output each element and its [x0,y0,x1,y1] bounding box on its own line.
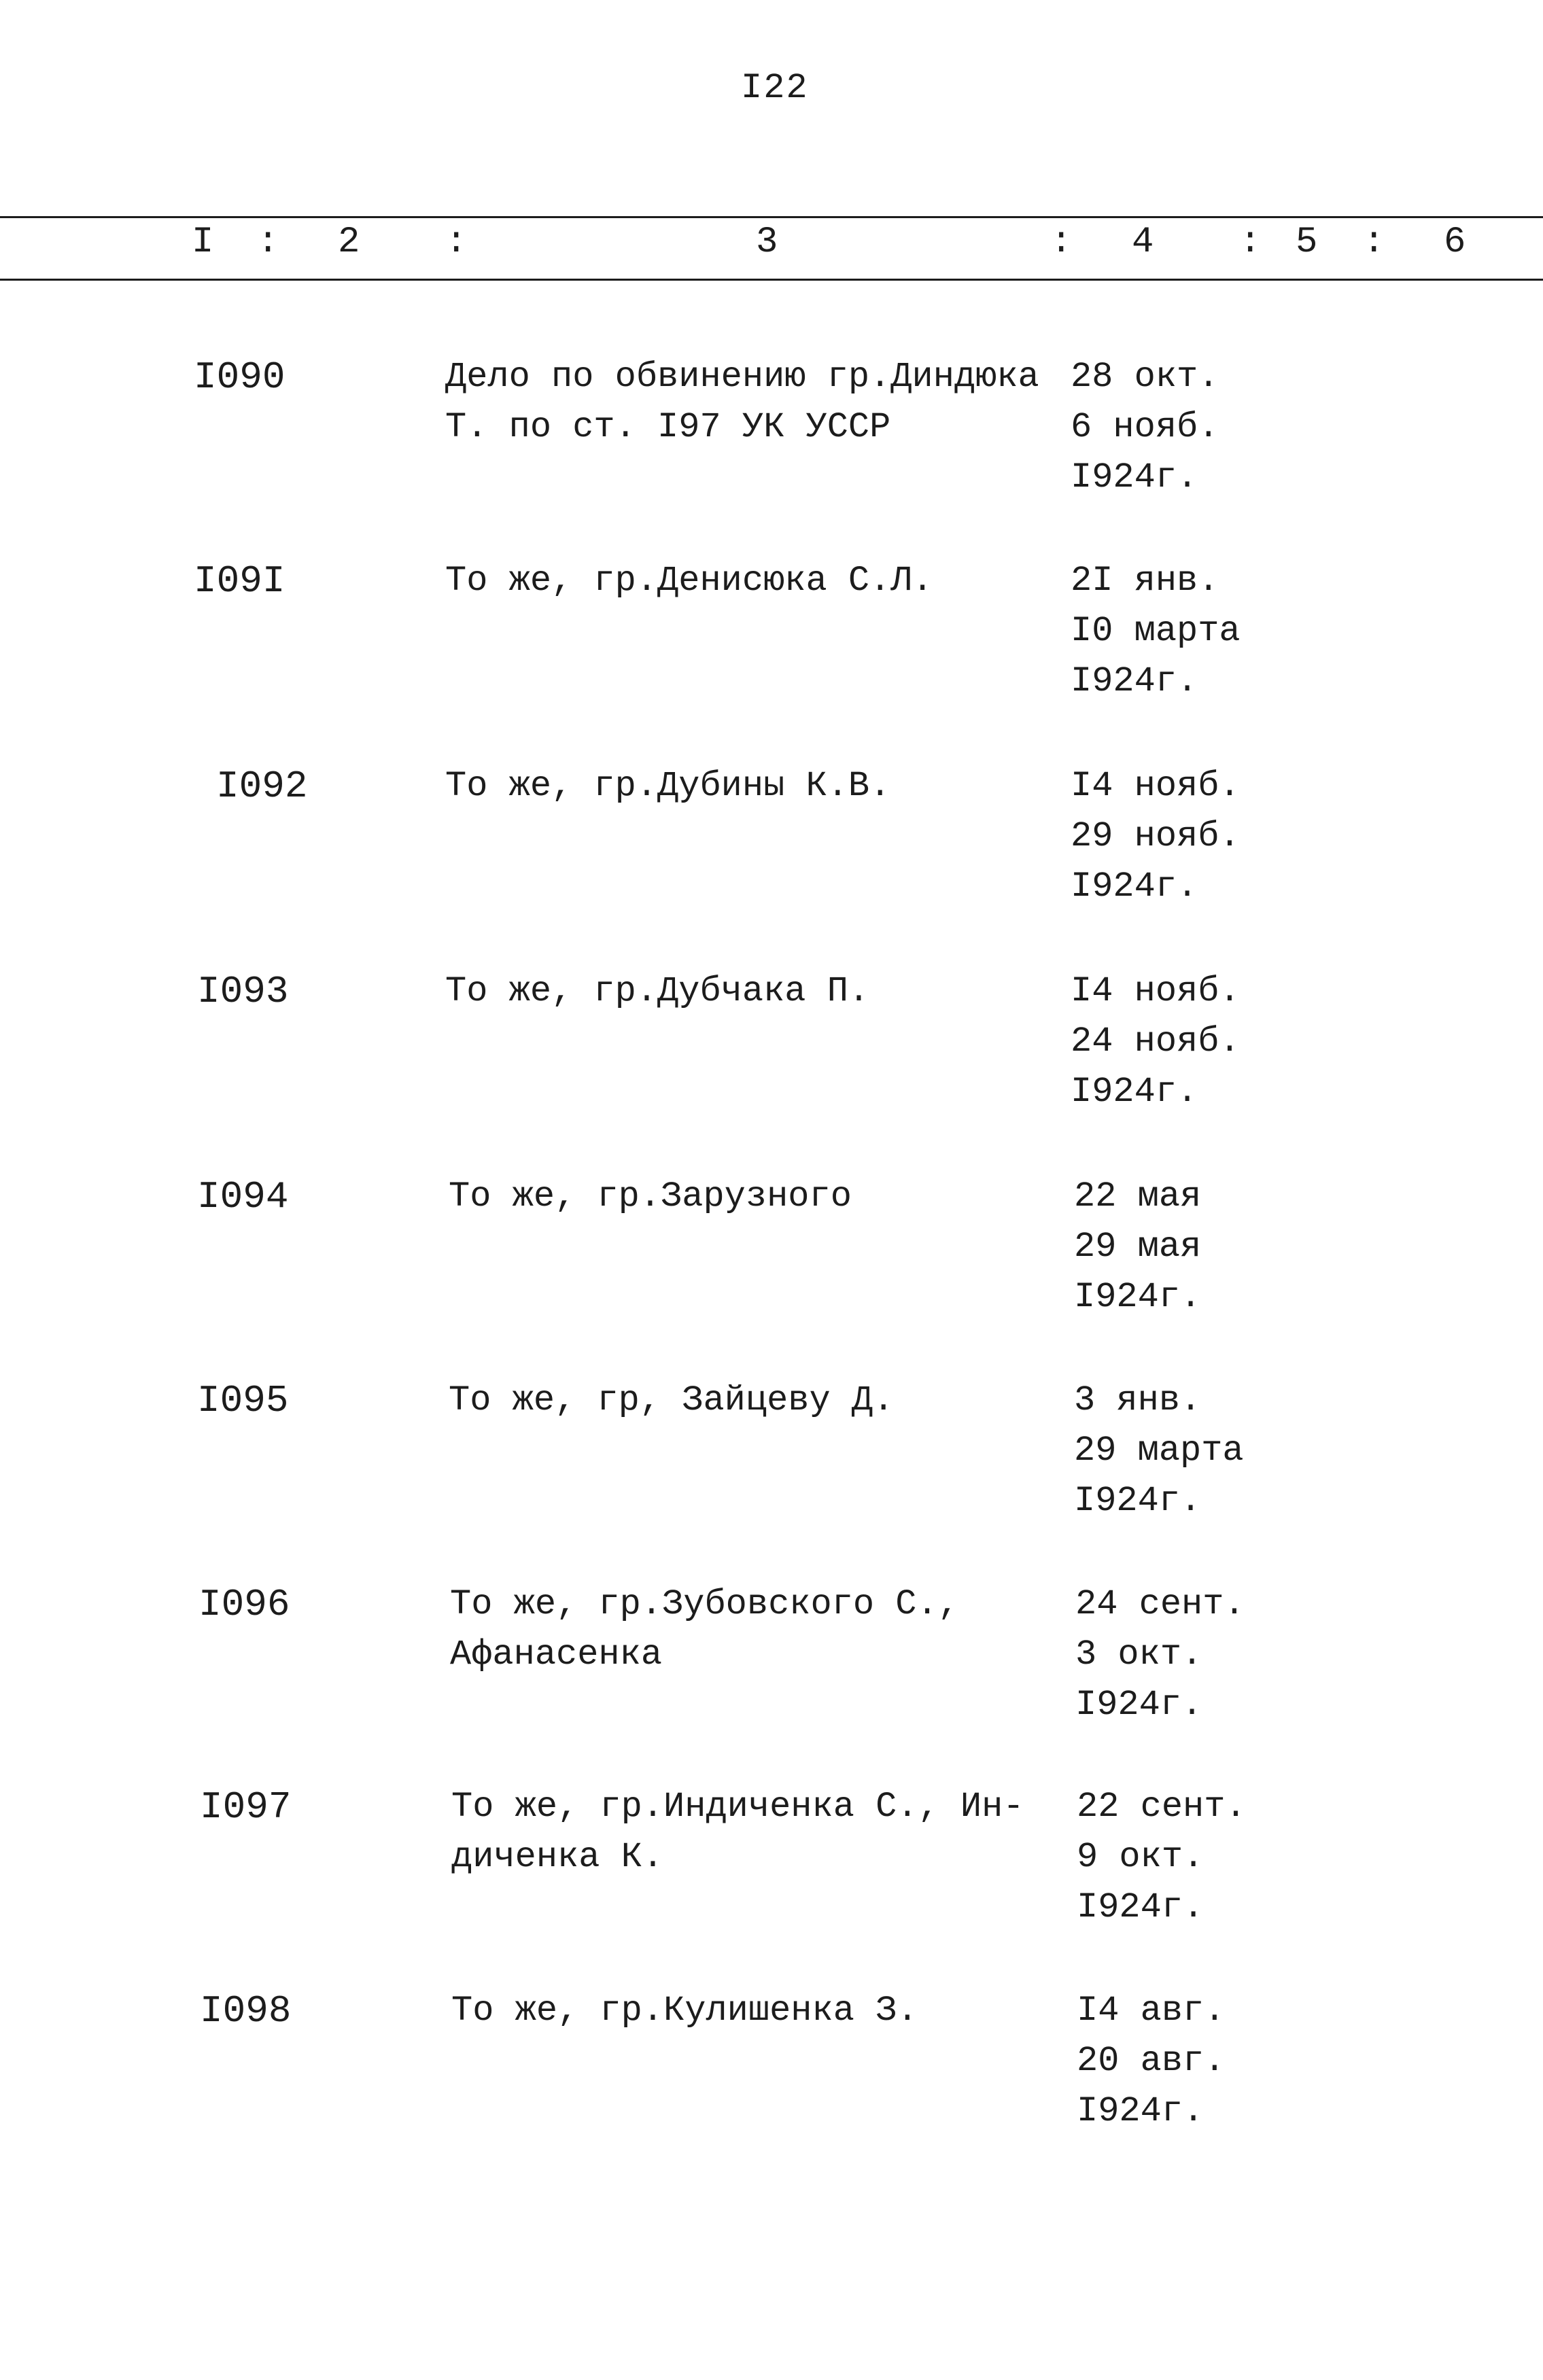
record-dates [1071,966,1241,1117]
record-dates [1071,761,1241,912]
date-year: I924г. [1074,1277,1202,1317]
column-separator: : [1239,222,1262,263]
record-title: То же, гр.Зубовского С., Афанасенка [450,1584,959,1675]
page-number: I22 [741,68,809,108]
record-number: I093 [197,970,289,1013]
table-row [0,1376,1543,1579]
date-end: 24 нояб. [1071,1021,1241,1062]
record-dates [1074,1376,1244,1526]
column-separator: : [1363,222,1385,263]
column-separator: : [445,222,468,263]
record-number: I096 [198,1583,290,1626]
date-start: 2I янв. [1071,561,1219,601]
date-start: I4 авг. [1077,1991,1226,2031]
record-number: I097 [200,1785,292,1829]
date-end: 9 окт. [1077,1837,1204,1877]
table-row [0,1579,1543,1783]
record-number: I090 [194,355,285,399]
date-year: I924г. [1075,1685,1203,1725]
column-header-1: I [192,222,214,263]
date-start: I4 нояб. [1071,766,1241,806]
column-header-3: 3 [756,222,778,263]
date-start: 22 сент. [1077,1787,1247,1827]
record-title: То же, гр.Дубчака П. [445,971,870,1011]
date-year: I924г. [1071,457,1198,497]
column-header-5: 5 [1296,222,1318,263]
date-start: I4 нояб. [1071,971,1241,1011]
record-dates [1077,1986,1225,2137]
date-end: 29 мая [1074,1227,1202,1267]
column-header-6: 6 [1444,222,1466,263]
column-header-4: 4 [1132,222,1154,263]
date-year: I924г. [1074,1481,1202,1521]
record-title: То же, гр.Дубины К.В. [445,766,891,806]
record-number: I098 [200,1989,292,2033]
table-row [0,1782,1543,1986]
record-number: I094 [197,1175,289,1219]
date-end: I0 марта [1071,611,1241,651]
date-year: I924г. [1071,1072,1198,1112]
record-title: То же, гр.Зарузного [449,1176,852,1217]
date-year: I924г. [1071,661,1198,701]
record-number: I09I [194,559,285,603]
date-end: 20 авг. [1077,2041,1226,2081]
record-dates [1077,1782,1247,1933]
table-row [0,556,1543,760]
column-separator: : [1050,222,1073,263]
date-start: 28 окт. [1071,357,1219,397]
record-number: I092 [216,765,308,808]
date-end: 3 окт. [1075,1634,1203,1675]
table-row [0,1986,1543,2190]
table-row [0,761,1543,965]
record-dates [1075,1579,1245,1730]
table-row [0,352,1543,556]
date-end: 6 нояб. [1071,407,1219,447]
record-title: Дело по обвинению гр.Диндюка Т. по ст. I97 УК УССР [445,357,1039,447]
record-title: То же, гр.Индиченка С., Ин- диченка К. [451,1787,1024,1877]
record-dates [1071,352,1219,503]
date-end: 29 марта [1074,1431,1244,1471]
date-start: 22 мая [1074,1176,1202,1217]
record-dates [1071,556,1241,707]
record-number: I095 [197,1379,289,1422]
date-year: I924г. [1077,1887,1204,1927]
record-title: То же, гр.Кулишенка З. [451,1991,918,2031]
record-title: То же, гр, Зайцеву Д. [449,1380,895,1420]
column-header-2: 2 [338,222,360,263]
column-separator: : [257,222,279,263]
header-rule-top [0,216,1543,218]
date-start: 3 янв. [1074,1380,1202,1420]
header-rule-bottom [0,279,1543,281]
table-row [0,966,1543,1170]
date-end: 29 нояб. [1071,816,1241,856]
date-year: I924г. [1071,867,1198,907]
date-year: I924г. [1077,2091,1204,2131]
date-start: 24 сент. [1075,1584,1245,1624]
table-row [0,1172,1543,1376]
record-dates [1074,1172,1201,1323]
record-title: То же, гр.Денисюка С.Л. [445,561,933,601]
